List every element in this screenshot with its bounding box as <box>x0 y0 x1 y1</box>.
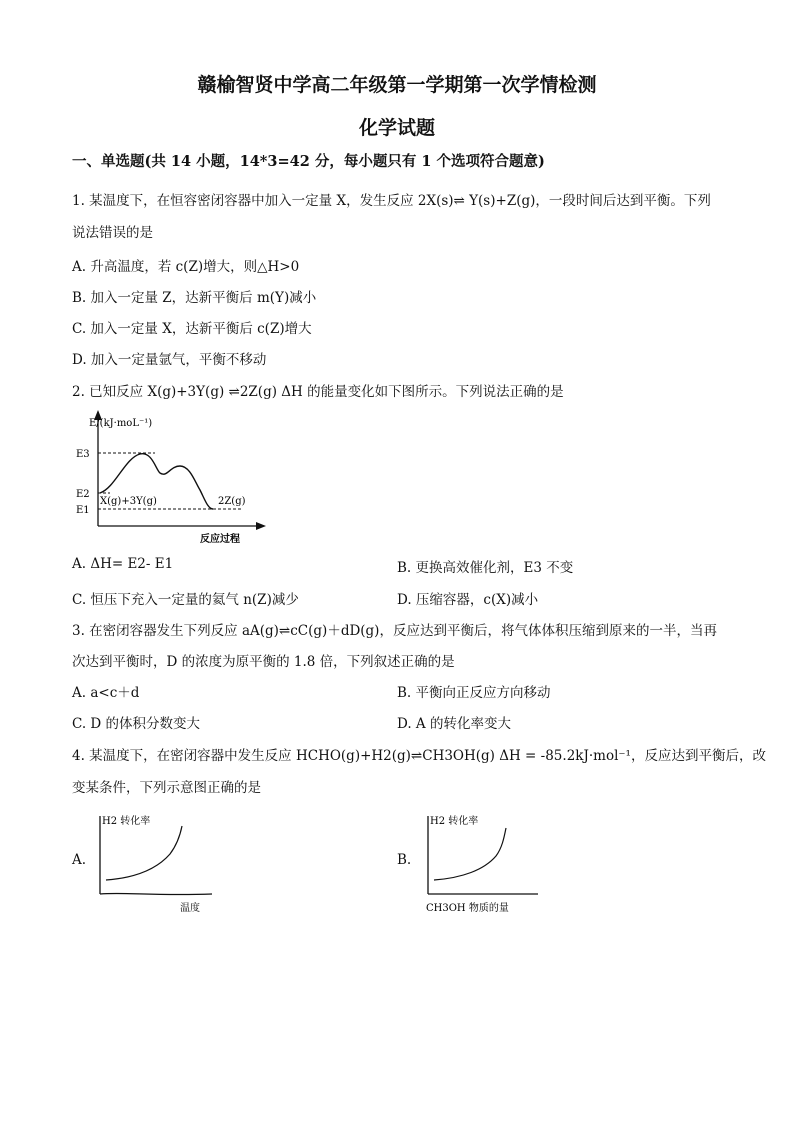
product-label: 2Z(g) <box>218 496 246 507</box>
q2-stem: 2. 已知反应 X(g)+3Y(g) ⇌2Z(g) ΔH 的能量变化如下图所示。下列说法正确的是 <box>72 384 564 400</box>
q3-option-a: A. a<c＋d <box>72 685 140 701</box>
q3-stem-line1: 3. 在密闭容器发生下列反应 aA(g)⇌cC(g)＋dD(g)，反应达到平衡后，将气体体积压缩到原来的一半，当再 <box>72 623 717 639</box>
q2-option-c: C. 恒压下充入一定量的氦气 n(Z)减少 <box>72 592 299 608</box>
q2-option-d: D. 压缩容器，c(X)减小 <box>397 592 539 608</box>
graph-a-x-axis <box>100 893 212 894</box>
e2-label: E2 <box>76 489 90 500</box>
e1-label: E1 <box>76 505 90 516</box>
graph-b-curve <box>434 828 506 880</box>
section-heading: 一、单选题(共 14 小题，14*3=42 分，每小题只有 1 个选项符合题意) <box>72 153 545 170</box>
q3-option-b: B. 平衡向正反应方向移动 <box>397 685 551 701</box>
q4-stem-line1: 4. 某温度下，在密闭容器中发生反应 HCHO(g)+H2(g)⇌CH3OH(g) ΔH = -85.2kJ·mol⁻¹，反应达到平衡后，改 <box>72 748 766 764</box>
graph-a-y-label: H2 转化率 <box>102 816 151 827</box>
energy-x-arrow <box>256 522 266 530</box>
graph-a-curve <box>106 826 182 880</box>
q2-option-b: B. 更换高效催化剂，E3 不变 <box>397 560 574 576</box>
graph-b-x-label: CH3OH 物质的量 <box>426 903 509 914</box>
reactants-label: X(g)+3Y(g) <box>100 496 157 507</box>
q1-stem-line2: 说法错误的是 <box>72 225 153 241</box>
energy-diagram <box>70 408 270 548</box>
q1-stem-line1: 1. 某温度下，在恒容密闭容器中加入一定量 X，发生反应 2X(s)⇌ Y(s)+Z(g)，一段时间后达到平衡。下列 <box>72 193 711 209</box>
graph-a-x-label: 温度 <box>180 903 200 914</box>
q3-option-d: D. A 的转化率变大 <box>397 716 511 732</box>
q1-option-d: D. 加入一定量氩气，平衡不移动 <box>72 352 267 368</box>
q3-stem-line2: 次达到平衡时，D 的浓度为原平衡的 1.8 倍，下列叙述正确的是 <box>72 654 455 670</box>
graph-b-y-label: H2 转化率 <box>430 816 479 827</box>
q1-option-a: A. 升高温度，若 c(Z)增大，则△H>0 <box>72 259 300 275</box>
page-subtitle: 化学试题 <box>358 117 435 139</box>
q1-option-b: B. 加入一定量 Z，达新平衡后 m(Y)减小 <box>72 290 317 306</box>
q4-option-a-label: A. <box>72 852 87 868</box>
graph-a <box>94 810 224 916</box>
q4-stem-line2: 变某条件，下列示意图正确的是 <box>72 780 261 796</box>
e3-label: E3 <box>76 449 90 460</box>
page-title: 赣榆智贤中学高二年级第一学期第一次学情检测 <box>197 74 597 96</box>
graph-b <box>418 810 548 916</box>
q2-option-a: A. ΔH= E2- E1 <box>72 556 174 572</box>
energy-x-label: 反应过程 <box>200 534 240 545</box>
q3-option-c: C. D 的体积分数变大 <box>72 716 201 732</box>
q1-option-c: C. 加入一定量 X，达新平衡后 c(Z)增大 <box>72 321 312 337</box>
q4-option-b-label: B. <box>397 852 412 868</box>
energy-y-label: E/(kJ·moL⁻¹) <box>89 418 153 429</box>
